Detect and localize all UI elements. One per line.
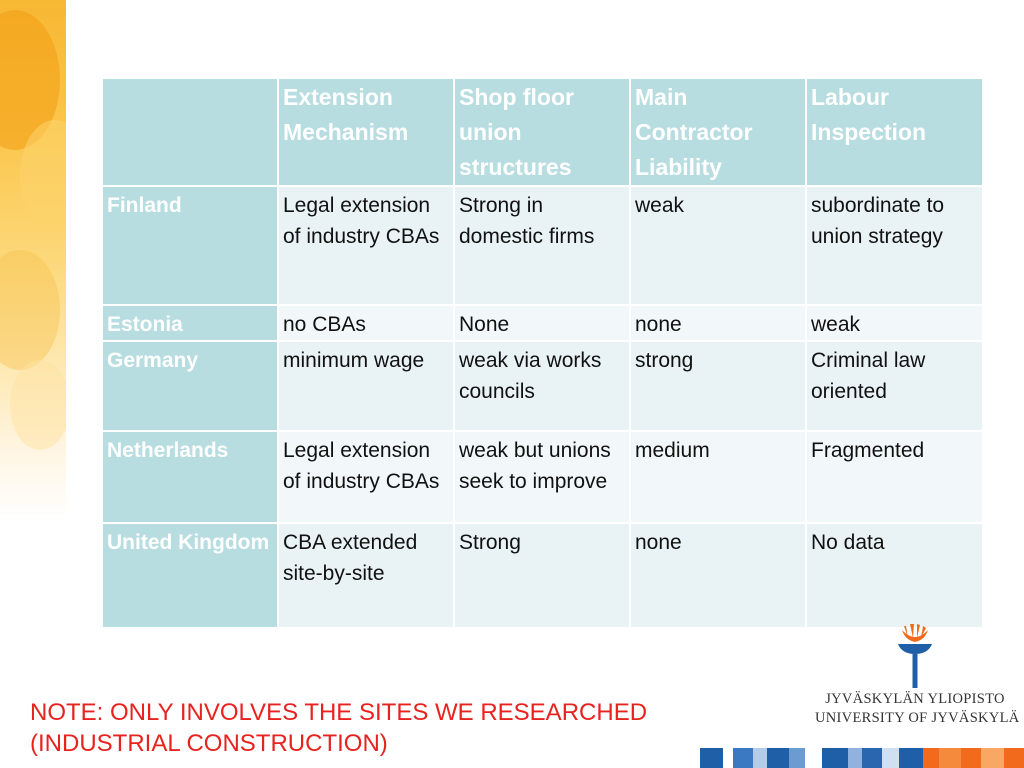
table-cell: strong [631, 342, 805, 430]
table-cell: medium [631, 432, 805, 522]
header-extension-mechanism: Extension Mechanism [279, 79, 453, 185]
decorative-color-bar [680, 748, 1024, 768]
header-shop-floor-union: Shop floor union structures [455, 79, 629, 185]
header-main-contractor-liability: Main Contractor Liability [631, 79, 805, 185]
table-cell: Strong [455, 524, 629, 627]
table-row [103, 432, 982, 522]
row-country-finland: Finland [103, 187, 277, 304]
decorative-flower-background [0, 0, 66, 520]
table-cell: Fragmented [807, 432, 982, 522]
header-labour-inspection: Labour Inspection [807, 79, 982, 185]
table-cell: Legal extension of industry CBAs [279, 432, 453, 522]
table-header-row [103, 79, 982, 185]
table-cell: Criminal law oriented [807, 342, 982, 430]
table-cell: None [455, 306, 629, 340]
table-cell: subordinate to union strategy [807, 187, 982, 304]
table-cell: no CBAs [279, 306, 453, 340]
footnote [30, 697, 710, 759]
table-row [103, 524, 982, 627]
row-country-germany: Germany [103, 342, 277, 430]
table-row [103, 342, 982, 430]
table-cell: No data [807, 524, 982, 627]
table-cell: CBA extended site-by-site [279, 524, 453, 627]
table-cell: weak [631, 187, 805, 304]
logo-text-finnish: JYVÄSKYLÄN YLIOPISTO [825, 691, 1005, 707]
row-country-united-kingdom: United Kingdom [103, 524, 277, 627]
footnote-line-2: (INDUSTRIAL CONSTRUCTION) [30, 730, 388, 757]
table-cell: weak via works councils [455, 342, 629, 430]
table-row [103, 306, 982, 340]
footnote-line-1: NOTE: ONLY INVOLVES THE SITES WE RESEARCHED [30, 699, 648, 726]
torch-icon [890, 622, 940, 690]
row-country-netherlands: Netherlands [103, 432, 277, 522]
table-cell: weak but unions seek to improve [455, 432, 629, 522]
table-cell: weak [807, 306, 982, 340]
table-cell: none [631, 524, 805, 627]
row-country-estonia: Estonia [103, 306, 277, 340]
table-cell: minimum wage [279, 342, 453, 430]
comparison-table [101, 77, 984, 629]
university-logo [815, 622, 1020, 740]
table-cell: Legal extension of industry CBAs [279, 187, 453, 304]
table-cell: none [631, 306, 805, 340]
header-corner [103, 79, 277, 185]
table-row [103, 187, 982, 304]
table-cell: Strong in domestic firms [455, 187, 629, 304]
logo-text-english: UNIVERSITY OF JYVÄSKYLÄ [815, 710, 1020, 726]
